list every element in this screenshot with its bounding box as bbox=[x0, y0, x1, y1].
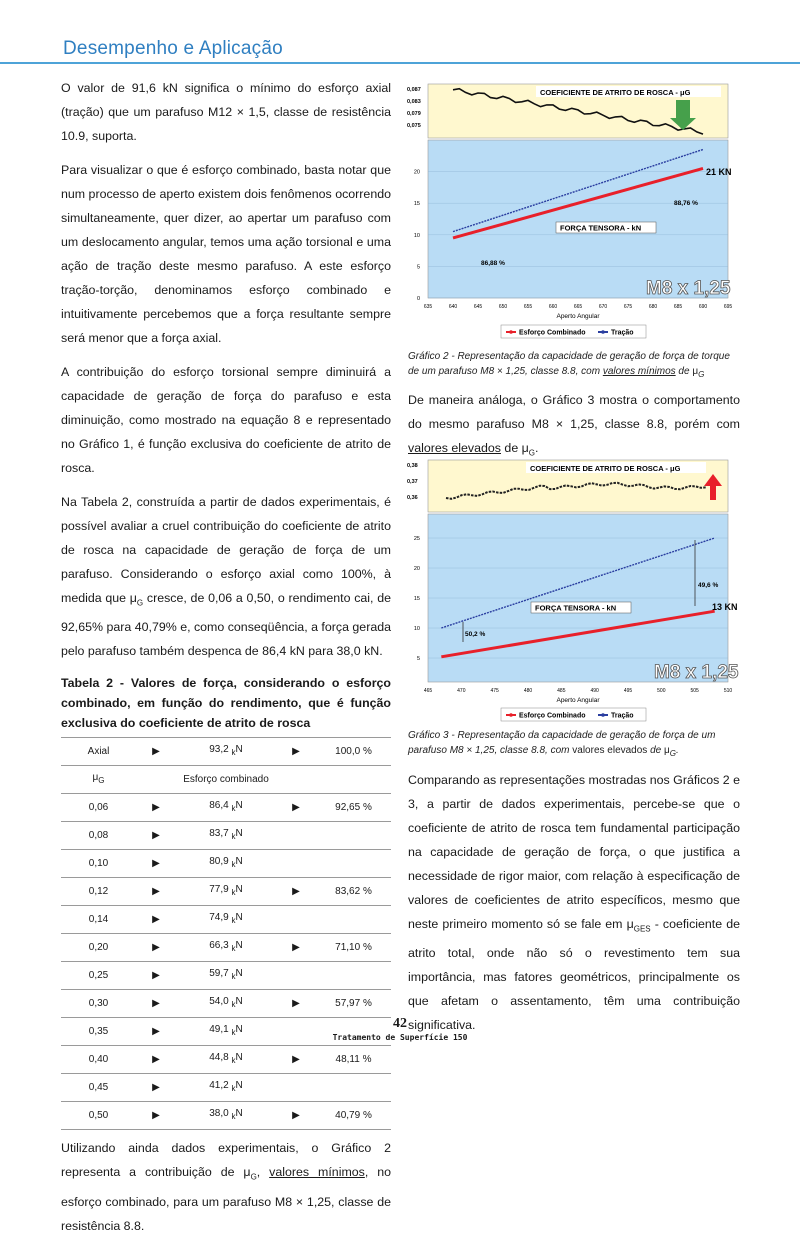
arrow-right-icon bbox=[276, 906, 316, 934]
table-row: $\mu_G$ Esforço combinado bbox=[61, 766, 391, 794]
pct-label: 50,2 % bbox=[465, 631, 486, 638]
x-tick-label: 690 bbox=[698, 304, 708, 310]
force-title: FORÇA TENSORA - kN bbox=[535, 603, 617, 613]
table-title: Tabela 2 - Valores de força, considerando o esforço combinado, em função do rendimento, que é função exclusiva do coeficiente de atrito de rosca bbox=[61, 676, 391, 731]
x-tick-label: 670 bbox=[598, 304, 608, 310]
x-tick-label: 685 bbox=[673, 304, 683, 310]
bolt-label: M8 x 1,25 bbox=[654, 662, 739, 683]
section-title: Desempenho e Aplicação bbox=[63, 38, 283, 59]
x-tick-label: 500 bbox=[657, 688, 666, 694]
right-paragraph: Comparando as representações mostradas nos Gráficos 2 e 3, a partir de dados experimentais, percebe-se que o coeficiente de atrito de rosca tem fundamental participação na capacidade de geração de força, o que justifica a necessidade de rigor maior, com relação à especificação de valores de coeficientes de atrito específicos, mesmo que neste primeiro momento só se fale em $\mu_{GES}$ - coeficiente de atrito total, onde não só o revestimento tem sua importância, mas fatores geométricos, principalmente os que afetam o assentamento, têm uma contribuição significativa. bbox=[408, 773, 740, 1033]
arrow-right-icon: ▶ bbox=[136, 1102, 176, 1130]
legend-label: Tração bbox=[611, 712, 634, 720]
x-tick-label: 640 bbox=[448, 304, 458, 310]
arrow-right-icon: ▶ bbox=[136, 990, 176, 1018]
arrow-right-icon: ▶ bbox=[136, 962, 176, 990]
publication-name: Tratamento de Superfície 150 bbox=[332, 1033, 468, 1042]
arrow-right-icon: ▶ bbox=[276, 934, 316, 962]
arrow-right-icon: ▶ bbox=[136, 794, 176, 822]
table-row: 0,14 ▶ 74,9 $_k$N bbox=[61, 906, 391, 934]
y-tick-label: 15 bbox=[413, 596, 420, 602]
table-row: Axial ▶ 93,2 $_k$N ▶ 100,0 % bbox=[61, 738, 391, 766]
paragraph: Na Tabela 2, construída a partir de dados experimentais, é possível avaliar a cruel contribuição do coeficiente de atrito de rosca na capacidade de geração de força de um parafuso. Considerando o esforço axial como 100%, à medida que $\mu_G$ cresce, de 0,06 a 0,50, o rendimento cai, de 92,65% para 40,79% e, como conseqüência, a força gerada pelo parafuso também despenca de 86,4 kN para 38,0 kN. bbox=[61, 495, 391, 659]
x-tick-label: 480 bbox=[523, 688, 533, 694]
table-row: 0,06 ▶ 86,4 $_k$N ▶ 92,65 % bbox=[61, 794, 391, 822]
arrow-right-icon: ▶ bbox=[276, 878, 316, 906]
force-panel bbox=[428, 140, 728, 298]
arrow-right-icon: ▶ bbox=[136, 1074, 176, 1102]
arrow-right-icon: ▶ bbox=[136, 1018, 176, 1046]
x-tick-label: 680 bbox=[648, 304, 658, 310]
caption-chart-3: Gráfico 3 - Representação da capacidade de geração de força de um parafuso M8 × 1,25, classe 8.8, com valores elevados de $\mu_G$. bbox=[408, 730, 716, 758]
coef-tick-label: 0,37 bbox=[407, 479, 418, 485]
chart-2 bbox=[406, 82, 742, 344]
coef-tick-label: 0,083 bbox=[407, 99, 421, 105]
coef-tick-label: 0,079 bbox=[407, 111, 421, 117]
arrow-right-icon: ▶ bbox=[136, 822, 176, 850]
table-row: 0,10 ▶ 80,9 $_k$N bbox=[61, 850, 391, 878]
table-row: 0,08 ▶ 83,7 $_k$N bbox=[61, 822, 391, 850]
table-row: 0,35 ▶ 49,1 $_k$N bbox=[61, 1018, 391, 1046]
right-paragraph: De maneira análoga, o Gráfico 3 mostra o comportamento do mesmo parafuso M8 × 1,25, classe 8.8, porém com valores elevados de $\mu_G$. bbox=[408, 393, 740, 458]
x-tick-label: 495 bbox=[623, 688, 633, 694]
paragraph: Para visualizar o que é esforço combinado, basta notar que num processo de aperto existem dois fenômenos ocorrendo simultaneamente, quer dizer, ao apertar um parafuso com um deslocamento angular, temos uma ação torsional e uma ação de tração deste mesmo parafuso. A este esforço tração-torção, denominamos esforço combinado e intuitivamente percebemos que a força resultante sempre será menor que a força axial. bbox=[61, 163, 391, 345]
page-header bbox=[0, 38, 800, 64]
coef-tick-label: 0,36 bbox=[407, 495, 418, 501]
arrow-right-icon bbox=[276, 962, 316, 990]
bolt-label: M8 x 1,25 bbox=[646, 278, 731, 299]
legend-marker bbox=[509, 713, 513, 717]
x-axis-label: Aperto Angular bbox=[556, 313, 600, 320]
y-tick-label: 10 bbox=[413, 232, 420, 239]
table-row: 0,12 ▶ 77,9 $_k$N ▶ 83,62 % bbox=[61, 878, 391, 906]
table-row: 0,20 ▶ 66,3 $_k$N ▶ 71,10 % bbox=[61, 934, 391, 962]
table-row: 0,40 ▶ 44,8 $_k$N ▶ 48,11 % bbox=[61, 1046, 391, 1074]
x-tick-label: 645 bbox=[473, 304, 483, 310]
paragraph: Utilizando ainda dados experimentais, o Gráfico 2 representa a contribuição de $\mu_G$, valores mínimos, no esforço combinado, para um parafuso M8 × 1,25, classe de resistência 8.8. bbox=[61, 1141, 392, 1233]
x-tick-label: 695 bbox=[723, 304, 733, 310]
x-tick-label: 475 bbox=[490, 688, 499, 694]
left-column bbox=[61, 76, 391, 1248]
legend-marker bbox=[601, 713, 605, 717]
arrow-right-icon bbox=[276, 822, 316, 850]
arrow-right-icon: ▶ bbox=[136, 906, 176, 934]
arrow-right-icon: ▶ bbox=[276, 990, 316, 1018]
legend-label: Esforço Combinado bbox=[519, 712, 586, 720]
x-tick-label: 510 bbox=[723, 688, 733, 694]
legend-marker bbox=[509, 330, 513, 334]
arrow-right-icon: ▶ bbox=[136, 850, 176, 878]
legend-label: Tração bbox=[611, 329, 634, 337]
x-tick-label: 660 bbox=[548, 304, 558, 310]
y-tick-label: 5 bbox=[416, 264, 420, 271]
y-tick-label: 20 bbox=[413, 169, 420, 176]
legend-label: Esforço Combinado bbox=[519, 329, 586, 337]
coef-tick-label: 0,38 bbox=[407, 463, 418, 469]
end-label: 21 KN bbox=[706, 167, 732, 177]
x-tick-label: 655 bbox=[523, 304, 533, 310]
x-tick-label: 470 bbox=[457, 688, 466, 694]
y-tick-label: 25 bbox=[413, 536, 420, 542]
arrow-right-icon: ▶ bbox=[136, 934, 176, 962]
paragraph: A contribuição do esforço torsional sempre diminuirá a capacidade de geração de força do parafuso e esta diminuição, como mostrado na equação 8 e representado no Gráfico 1, é função exclusiva do coeficiente de atrito de rosca. bbox=[61, 365, 391, 475]
coef-title: COEFICIENTE DE ATRITO DE ROSCA - μG bbox=[540, 88, 691, 97]
x-tick-label: 465 bbox=[423, 688, 433, 694]
y-tick-label: 20 bbox=[413, 566, 420, 572]
page-number: 42 bbox=[393, 1016, 407, 1031]
arrow-right-icon bbox=[276, 1074, 316, 1102]
x-tick-label: 650 bbox=[498, 304, 508, 310]
pct-label: 88,76 % bbox=[674, 200, 698, 207]
header-rule bbox=[0, 62, 800, 64]
coef-tick-label: 0,087 bbox=[407, 87, 421, 93]
chart-3 bbox=[406, 458, 742, 722]
x-tick-label: 490 bbox=[590, 688, 599, 694]
arrow-right-icon: ▶ bbox=[276, 1102, 316, 1130]
x-tick-label: 505 bbox=[690, 688, 699, 694]
end-label: 13 KN bbox=[712, 602, 738, 612]
x-tick-label: 665 bbox=[573, 304, 583, 310]
x-axis-label: Aperto Angular bbox=[556, 697, 600, 704]
y-tick-label: 5 bbox=[416, 656, 420, 662]
caption-chart-2: Gráfico 2 - Representação da capacidade de geração de força de torque de um parafuso M8 × 1,25, classe 8.8, com valores mínimos de $\mu_G$ bbox=[408, 351, 730, 379]
arrow-right-icon bbox=[276, 850, 316, 878]
table-row: 0,25 ▶ 59,7 $_k$N bbox=[61, 962, 391, 990]
coef-title: COEFICIENTE DE ATRITO DE ROSCA - μG bbox=[530, 464, 681, 473]
arrow-right-icon: ▶ bbox=[276, 794, 316, 822]
x-tick-label: 485 bbox=[557, 688, 566, 694]
table-row: 0,45 ▶ 41,2 $_k$N bbox=[61, 1074, 391, 1102]
arrow-right-icon: ▶ bbox=[136, 738, 176, 766]
coef-tick-label: 0,075 bbox=[407, 123, 421, 129]
table-row: 0,30 ▶ 54,0 $_k$N ▶ 57,97 % bbox=[61, 990, 391, 1018]
arrow-right-icon: ▶ bbox=[276, 1046, 316, 1074]
y-tick-label: 15 bbox=[413, 201, 420, 208]
arrow-right-icon: ▶ bbox=[276, 738, 316, 766]
force-table bbox=[61, 737, 391, 1130]
y-tick-label: 10 bbox=[413, 626, 420, 632]
table-row: 0,50 ▶ 38,0 $_k$N ▶ 40,79 % bbox=[61, 1102, 391, 1130]
x-tick-label: 635 bbox=[423, 304, 433, 310]
x-tick-label: 675 bbox=[623, 304, 633, 310]
y-tick-label: 0 bbox=[416, 296, 420, 302]
pct-label: 86,88 % bbox=[481, 260, 505, 267]
paragraph: O valor de 91,6 kN significa o mínimo do esforço axial (tração) que um parafuso M12 × 1,5, classe de resistência 10.9, suporta. bbox=[61, 81, 391, 143]
arrow-right-icon: ▶ bbox=[136, 1046, 176, 1074]
pct-label: 49,6 % bbox=[698, 582, 719, 589]
force-title: FORÇA TENSORA - kN bbox=[560, 223, 642, 233]
arrow-right-icon: ▶ bbox=[136, 878, 176, 906]
legend-marker bbox=[601, 330, 605, 334]
